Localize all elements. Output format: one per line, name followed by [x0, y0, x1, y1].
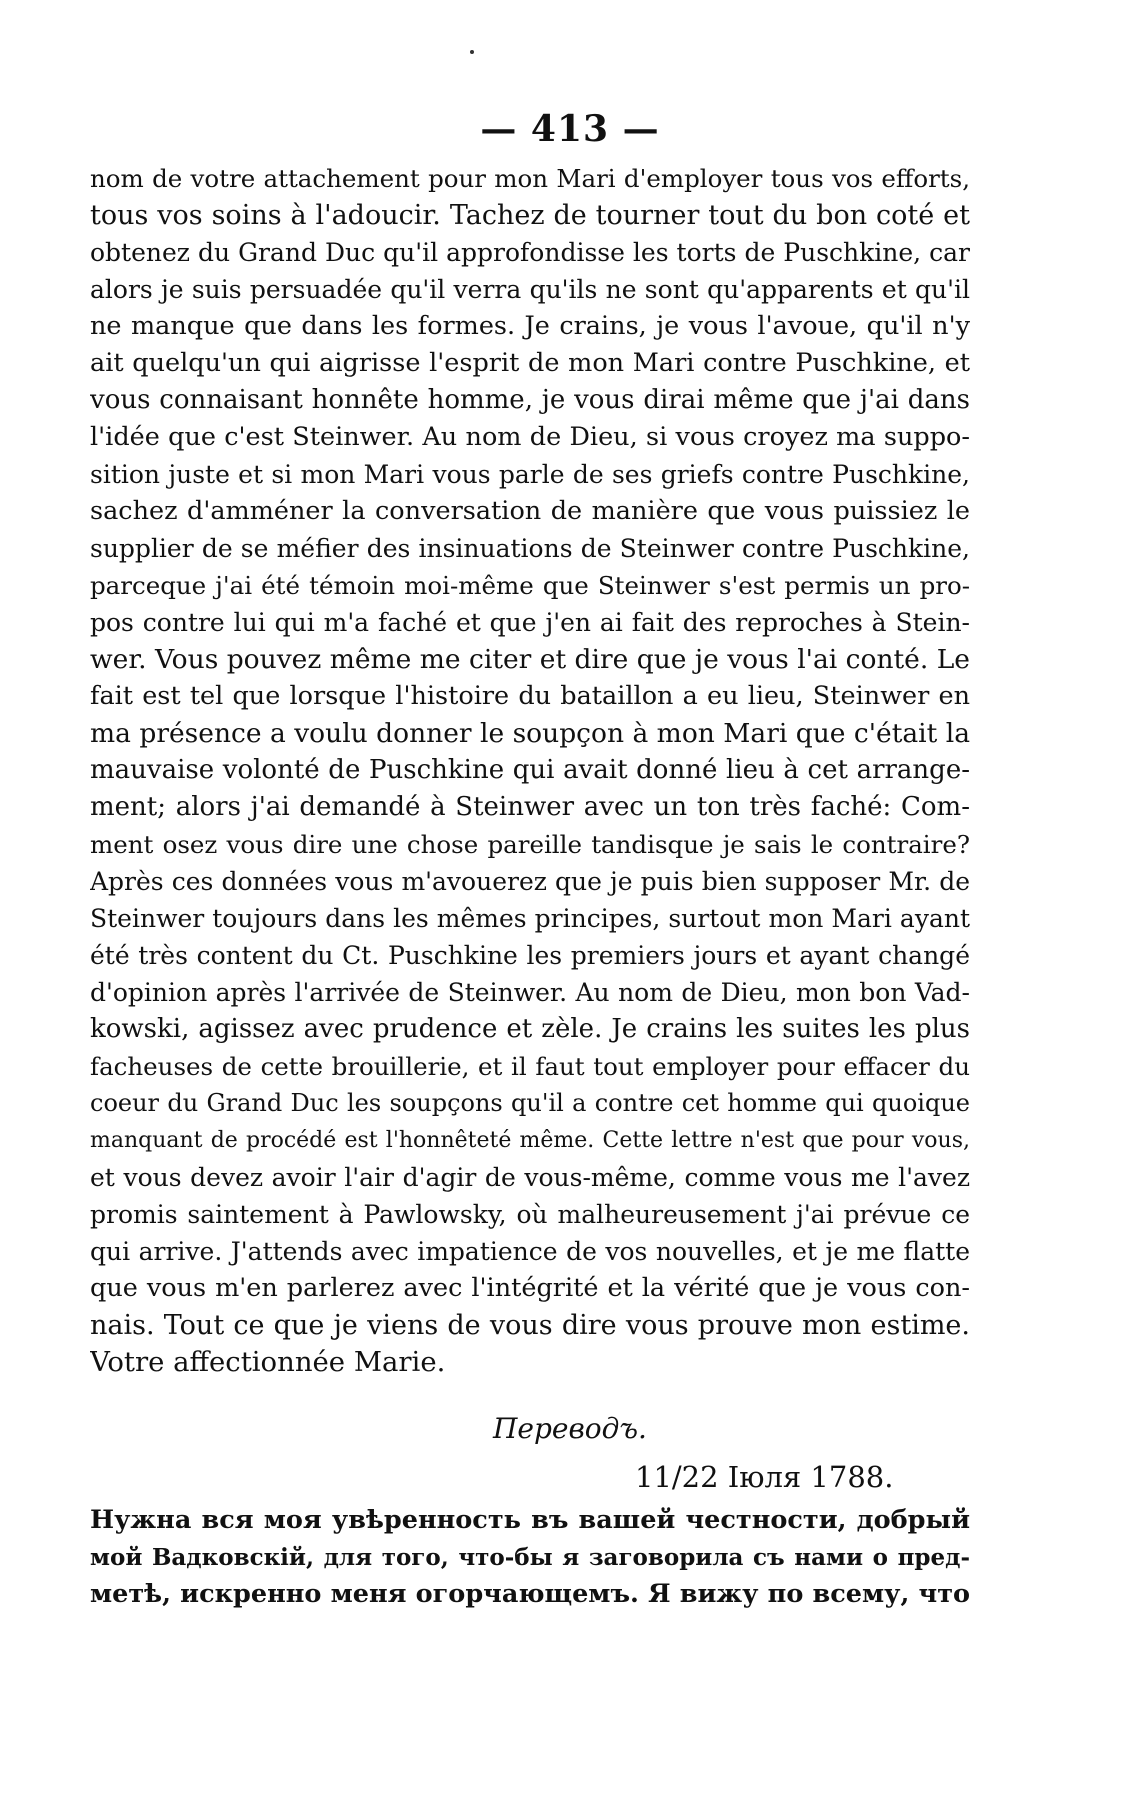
text-line: ne manque que dans les formes. Je crains, je vous l'avoue, qu'il n'y [90, 311, 970, 341]
page-number-header: — 413 — [480, 108, 660, 150]
text-line: promis saintement à Pawlowsky, où malheureusement j'ai prévue ce [90, 1200, 970, 1229]
text-line: qui arrive. J'attends avec impatience de vos nouvelles, et je me flatte [90, 1237, 970, 1266]
text-line: et vous devez avoir l'air d'agir de vous-même, comme vous me l'avez [90, 1163, 970, 1192]
text-line: obtenez du Grand Duc qu'il approfondisse les torts de Puschkine, car [90, 238, 970, 267]
text-line: été très content du Ct. Puschkine les premiers jours et ayant changé [90, 941, 970, 970]
text-line: vous connaisant honnête homme, je vous dirai même que j'ai dans [90, 385, 970, 415]
text-line: facheuses de cette brouillerie, et il faut tout employer pour effacer du [90, 1052, 970, 1081]
text-line: coeur du Grand Duc les soupçons qu'il a contre cet homme qui quoique [90, 1089, 970, 1117]
text-line: Steinwer toujours dans les mêmes principes, surtout mon Mari ayant [90, 904, 970, 933]
translation-heading: Переводъ. [493, 1412, 647, 1445]
text-line: метѣ, искренно меня огорчающемъ. Я вижу по всему, что [90, 1579, 970, 1609]
text-line: ment; alors j'ai demandé à Steinwer avec un ton très faché: Com- [90, 792, 970, 822]
text-line: sition juste et si mon Mari vous parle de ses griefs contre Puschkine, [90, 460, 970, 489]
letter-date: 11/22 Іюля 1788. [635, 1460, 894, 1494]
text-line: ment osez vous dire une chose pareille tandisque je sais le contraire? [90, 830, 970, 859]
speck-mark [470, 50, 474, 54]
text-line: nom de votre attachement pour mon Mari d'employer tous vos efforts, [90, 164, 970, 193]
text-line: wer. Vous pouvez même me citer et dire que je vous l'ai conté. Le [90, 644, 970, 675]
text-line: manquant de procédé est l'honnêteté même. Cette lettre n'est que pour vous, [90, 1128, 970, 1153]
text-line: sachez d'amméner la conversation de manière que vous puissiez le [90, 496, 970, 526]
text-line: ait quelqu'un qui aigrisse l'esprit de mon Mari contre Puschkine, et [90, 348, 970, 378]
text-line: tous vos soins à l'adoucir. Tachez de tourner tout du bon coté et [90, 200, 970, 231]
text-line: pos contre lui qui m'a faché et que j'en ai fait des reproches à Stein- [90, 608, 970, 637]
text-line: Après ces données vous m'avouerez que je puis bien supposer Mr. de [90, 867, 970, 896]
text-line: fait est tel que lorsque l'histoire du bataillon a eu lieu, Steinwer en [90, 681, 970, 711]
text-line: Нужна вся моя увѣренность въ вашей честности, добрый [90, 1505, 970, 1535]
text-line: nais. Tout ce que je viens de vous dire vous prouve mon estime. [90, 1310, 970, 1341]
text-line: mauvaise volonté de Puschkine qui avait donné lieu à cet arrange- [90, 755, 970, 785]
text-line: d'opinion après l'arrivée de Steinwer. Au nom de Dieu, mon bon Vad- [90, 978, 970, 1007]
text-line: мой Вадковскій, для того, что-бы я заговорила съ нами о пред- [90, 1544, 970, 1571]
text-line: kowski, agissez avec prudence et zèle. Je crains les suites les plus [90, 1014, 970, 1044]
french-letter-body [90, 160, 970, 1381]
text-line: Votre affectionnée Marie. [90, 1346, 446, 1378]
text-line: l'idée que c'est Steinwer. Au nom de Dieu, si vous croyez ma suppo- [90, 422, 970, 452]
text-line: alors je suis persuadée qu'il verra qu'ils ne sont qu'apparents et qu'il [90, 275, 970, 304]
text-line: que vous m'en parlerez avec l'intégrité et la vérité que je vous con- [90, 1273, 970, 1303]
text-line: ma présence a voulu donner le soupçon à mon Mari que c'était la [90, 718, 970, 749]
text-line: parceque j'ai été témoin moi-même que Steinwer s'est permis un pro- [90, 571, 970, 600]
text-line: supplier de se méfier des insinuations de Steinwer contre Puschkine, [90, 534, 970, 563]
russian-translation-body [90, 1502, 970, 1613]
